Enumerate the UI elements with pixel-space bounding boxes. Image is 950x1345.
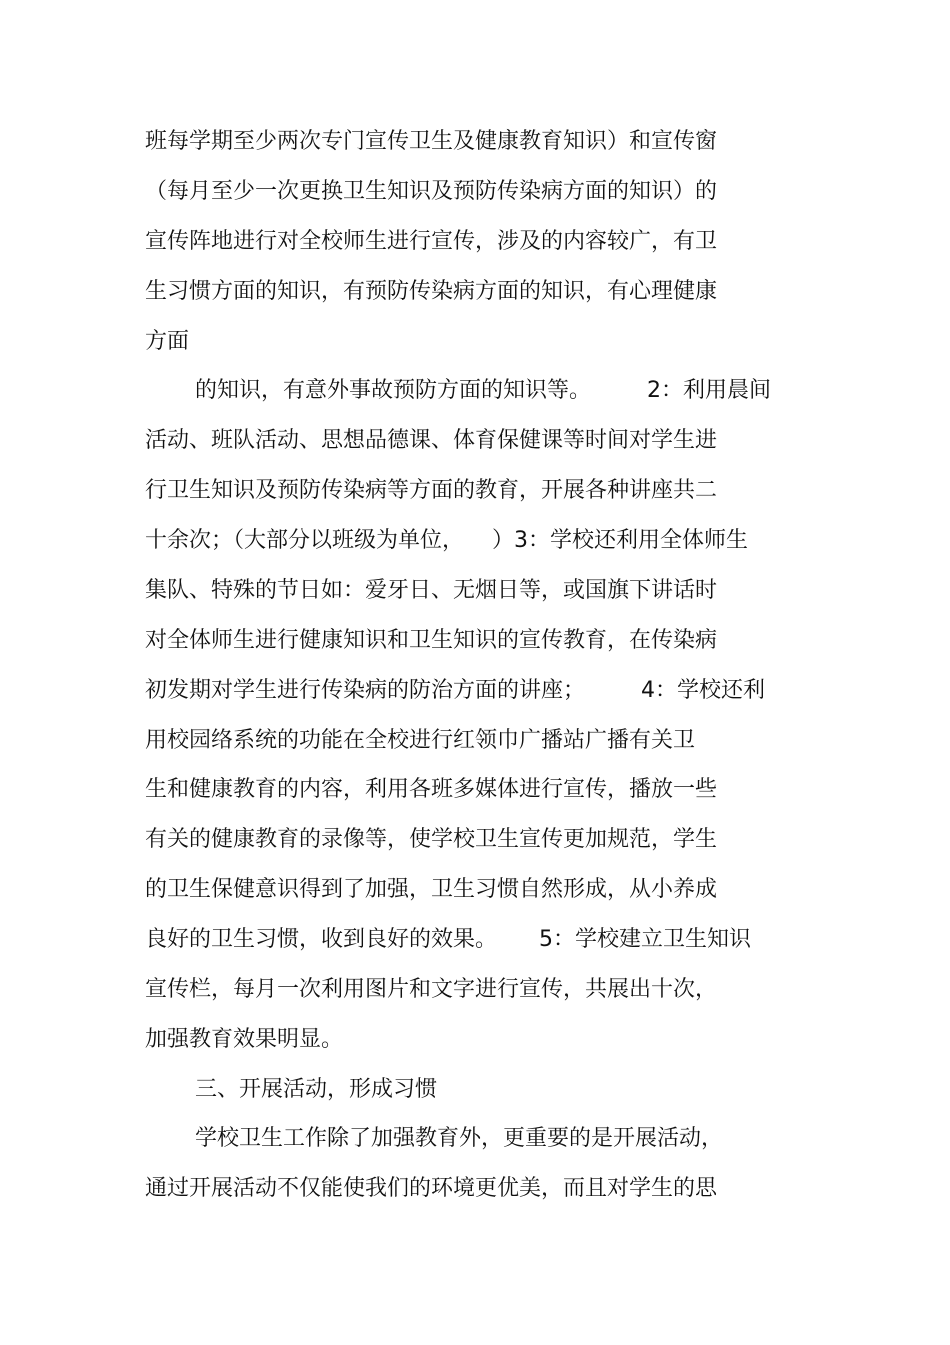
text-line: 宣传栏，每月一次利用图片和文字进行宣传，共展出十次， [145,977,718,1002]
text-line: 加强教育效果明显。 [145,1027,344,1052]
text-line: 用校园络系统的功能在全校进行红领巾广播站广播有关卫 [145,728,696,753]
text-line: 活动、班队活动、思想品德课、体育保健课等时间对学生进 [145,428,718,453]
text-line: 的知识，有意外事故预防方面的知识等。 2：利用晨间 [195,378,771,403]
text-line: 集队、特殊的节日如：爱牙日、无烟日等，或国旗下讲话时 [145,578,718,603]
text-line: 班每学期至少两次专门宣传卫生及健康教育知识）和宣传窗 [145,129,718,154]
text-line: 宣传阵地进行对全校师生进行宣传，涉及的内容较广，有卫 [145,229,718,254]
text-line: 对全体师生进行健康知识和卫生知识的宣传教育，在传染病 [145,628,718,653]
text-line: 的卫生保健意识得到了加强，卫生习惯自然形成，从小养成 [145,877,718,902]
text-line: 有关的健康教育的录像等，使学校卫生宣传更加规范，学生 [145,827,718,852]
text-line: 初发期对学生进行传染病的防治方面的讲座； 4：学校还利 [145,678,765,703]
text-line: 学校卫生工作除了加强教育外，更重要的是开展活动， [195,1126,724,1151]
text-line: 行卫生知识及预防传染病等方面的教育，开展各种讲座共二 [145,478,718,503]
text-line: 方面 [145,329,190,354]
text-line: 良好的卫生习惯，收到良好的效果。 5：学校建立卫生知识 [145,927,751,952]
section-heading: 三、开展活动，形成习惯 [195,1077,438,1102]
text-line: 生和健康教育的内容，利用各班多媒体进行宣传，播放一些 [145,777,718,802]
text-line: 通过开展活动不仅能使我们的环境更优美，而且对学生的思 [145,1176,718,1201]
text-line: （每月至少一次更换卫生知识及预防传染病方面的知识）的 [145,179,718,204]
text-line: 十余次；（大部分以班级为单位， ）3：学校还利用全体师生 [145,528,748,553]
text-line: 生习惯方面的知识，有预防传染病方面的知识，有心理健康 [145,279,718,304]
